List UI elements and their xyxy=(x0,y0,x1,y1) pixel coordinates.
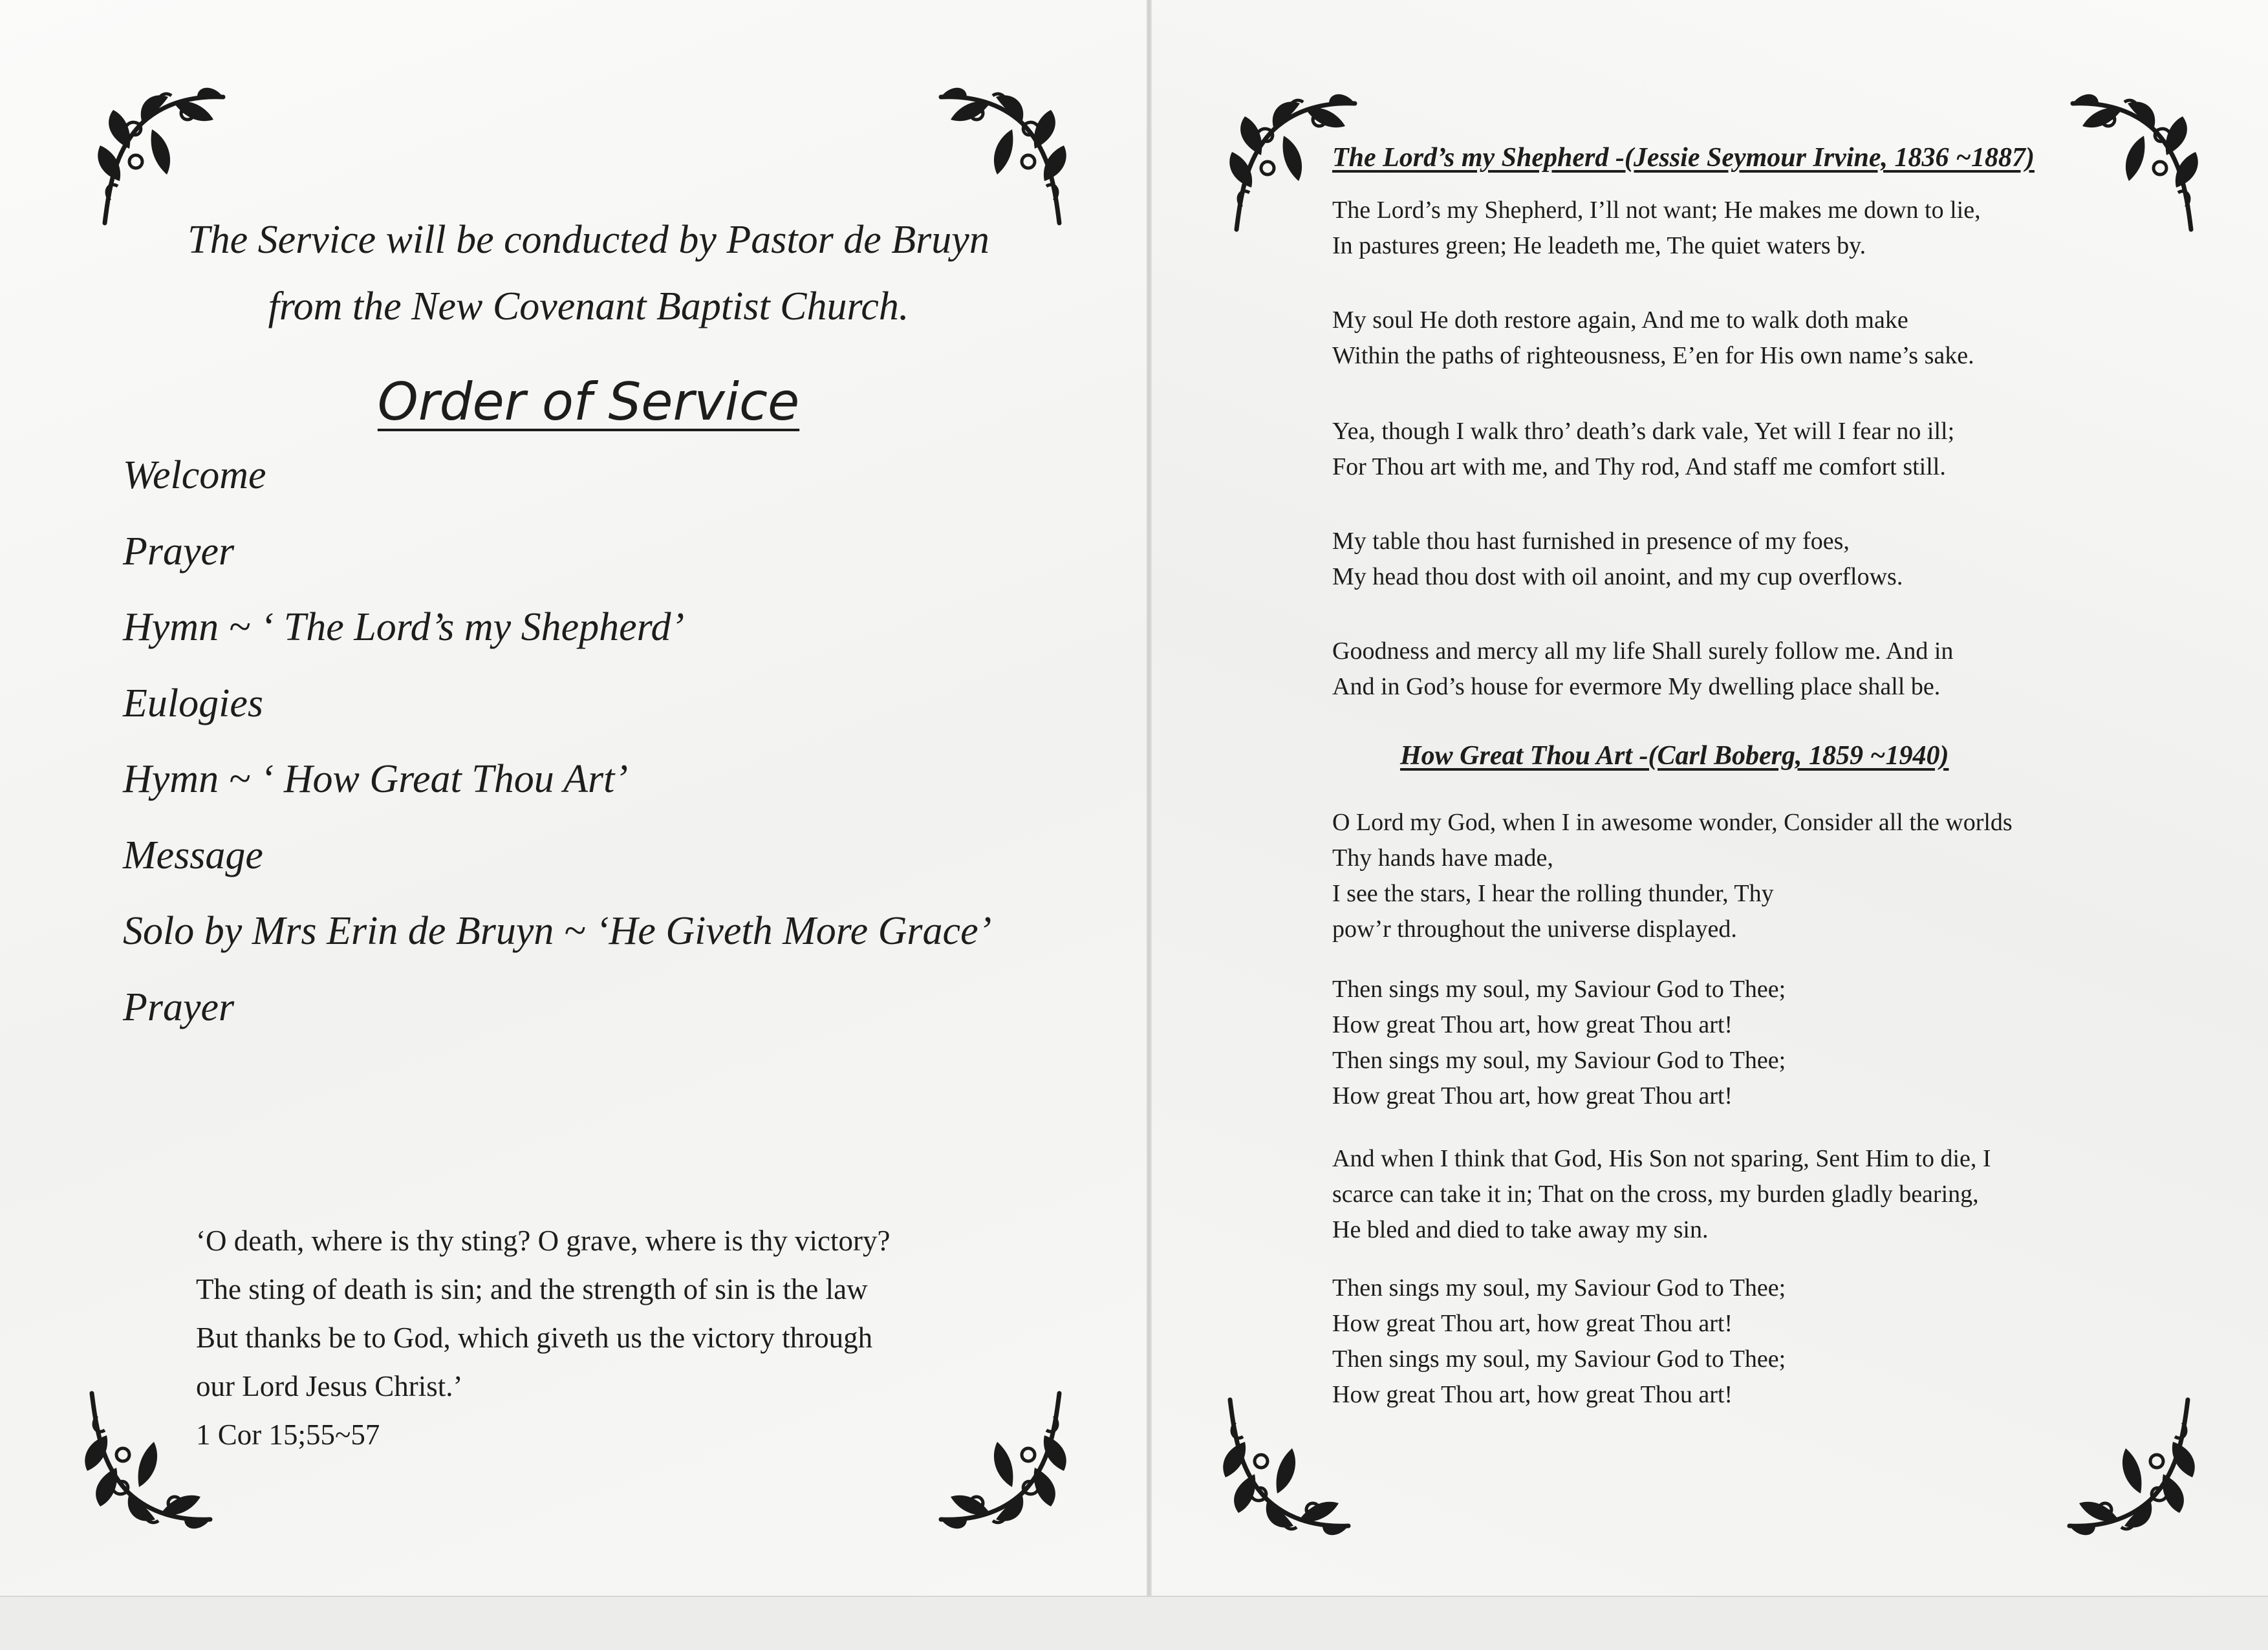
order-item: Hymn ~ ‘ How Great Thou Art’ xyxy=(123,757,628,801)
order-item: Message xyxy=(123,833,263,877)
order-item: Solo by Mrs Erin de Bruyn ~ ‘He Giveth More Grace’ xyxy=(123,909,992,953)
lyric-line: I see the stars, I hear the rolling thunder, Thy xyxy=(1332,880,1774,907)
scripture-line: But thanks be to God, which giveth us the victory through xyxy=(196,1322,873,1354)
lyric-line: pow’r throughout the universe displayed. xyxy=(1332,916,1737,943)
lyric-line: For Thou art with me, and Thy rod, And staff me comfort still. xyxy=(1332,453,1946,480)
intro-line: The Service will be conducted by Pastor de Bruyn xyxy=(188,218,989,262)
lyric-line: How great Thou art, how great Thou art! xyxy=(1332,1011,1733,1038)
lyric-line: How great Thou art, how great Thou art! xyxy=(1332,1381,1733,1408)
order-item: Welcome xyxy=(123,453,266,497)
page-fold xyxy=(1147,0,1152,1596)
lyric-line: Yea, though I walk thro’ death’s dark vale, Yet will I fear no ill; xyxy=(1332,418,1955,445)
lyric-line: Then sings my soul, my Saviour God to Thee; xyxy=(1332,1047,1786,1074)
lyric-line: Goodness and mercy all my life Shall surely follow me. And in xyxy=(1332,638,1954,665)
lyric-line: My head thou dost with oil anoint, and my cup overflows. xyxy=(1332,563,1903,590)
floral-corner-icon xyxy=(1216,1390,1371,1545)
order-item: Prayer xyxy=(123,985,235,1029)
service-intro xyxy=(103,207,1074,340)
scripture-line: ‘O death, where is thy sting? O grave, where is thy victory? xyxy=(196,1225,891,1257)
scripture-reference: 1 Cor 15;55~57 xyxy=(196,1419,380,1451)
lyric-line: How great Thou art, how great Thou art! xyxy=(1332,1082,1733,1109)
scripture-line: our Lord Jesus Christ.’ xyxy=(196,1370,463,1402)
intro-line: from the New Covenant Baptist Church. xyxy=(268,284,909,328)
order-item: Prayer xyxy=(123,529,235,573)
lyric-line: My soul He doth restore again, And me to walk doth make xyxy=(1332,306,1908,334)
lyric-line: O Lord my God, when I in awesome wonder, Consider all the worlds xyxy=(1332,809,2013,836)
lyric-line: And when I think that God, His Son not sparing, Sent Him to die, I xyxy=(1332,1145,1991,1172)
hymn-verse xyxy=(1332,524,1903,595)
lyric-line: In pastures green; He leadeth me, The quiet waters by. xyxy=(1332,232,1866,259)
order-of-service-list xyxy=(123,446,1093,1054)
hymn-verse xyxy=(1332,414,1954,485)
lyric-line: The Lord’s my Shepherd, I’ll not want; He makes me down to lie, xyxy=(1332,197,1981,224)
floral-corner-icon xyxy=(2047,1390,2202,1545)
scan-edge xyxy=(0,1596,2268,1650)
scripture-line: The sting of death is sin; and the strength of sin is the law xyxy=(196,1273,868,1305)
lyric-line: scarce can take it in; That on the cross, my burden gladly bearing, xyxy=(1332,1181,1979,1208)
lyric-line: Then sings my soul, my Saviour God to Thee; xyxy=(1332,1274,1786,1302)
hymn-verse xyxy=(1332,193,1981,264)
order-of-service-title: Order of Service xyxy=(377,372,800,432)
hymn-title: The Lord’s my Shepherd -(Jessie Seymour Irvine, 1836 ~1887) xyxy=(1332,143,2035,173)
hymn-verse xyxy=(1332,303,1974,374)
lyric-line: How great Thou art, how great Thou art! xyxy=(1332,1310,1733,1337)
lyric-line: Within the paths of righteousness, E’en for His own name’s sake. xyxy=(1332,342,1974,369)
order-item: Hymn ~ ‘ The Lord’s my Shepherd’ xyxy=(123,605,685,649)
floral-corner-icon xyxy=(2050,84,2205,239)
lyric-line: Then sings my soul, my Saviour God to Thee; xyxy=(1332,976,1786,1003)
hymn-title: How Great Thou Art -(Carl Boberg, 1859 ~1940) xyxy=(1400,741,1949,771)
order-item: Eulogies xyxy=(123,681,263,725)
lyric-line: My table thou hast furnished in presence of my foes, xyxy=(1332,528,1850,555)
lyric-line: Thy hands have made, xyxy=(1332,844,1553,872)
scripture-quote xyxy=(196,1217,1037,1459)
hymn-verse xyxy=(1332,1141,1991,1248)
hymn-verse xyxy=(1332,1270,1786,1413)
lyric-line: Then sings my soul, my Saviour God to Thee; xyxy=(1332,1345,1786,1373)
lyric-line: And in God’s house for evermore My dwelling place shall be. xyxy=(1332,673,1941,700)
hymn-verse xyxy=(1332,805,2013,947)
lyric-line: He bled and died to take away my sin. xyxy=(1332,1216,1709,1243)
hymn-verse xyxy=(1332,972,1786,1114)
hymn-verse xyxy=(1332,634,1953,705)
